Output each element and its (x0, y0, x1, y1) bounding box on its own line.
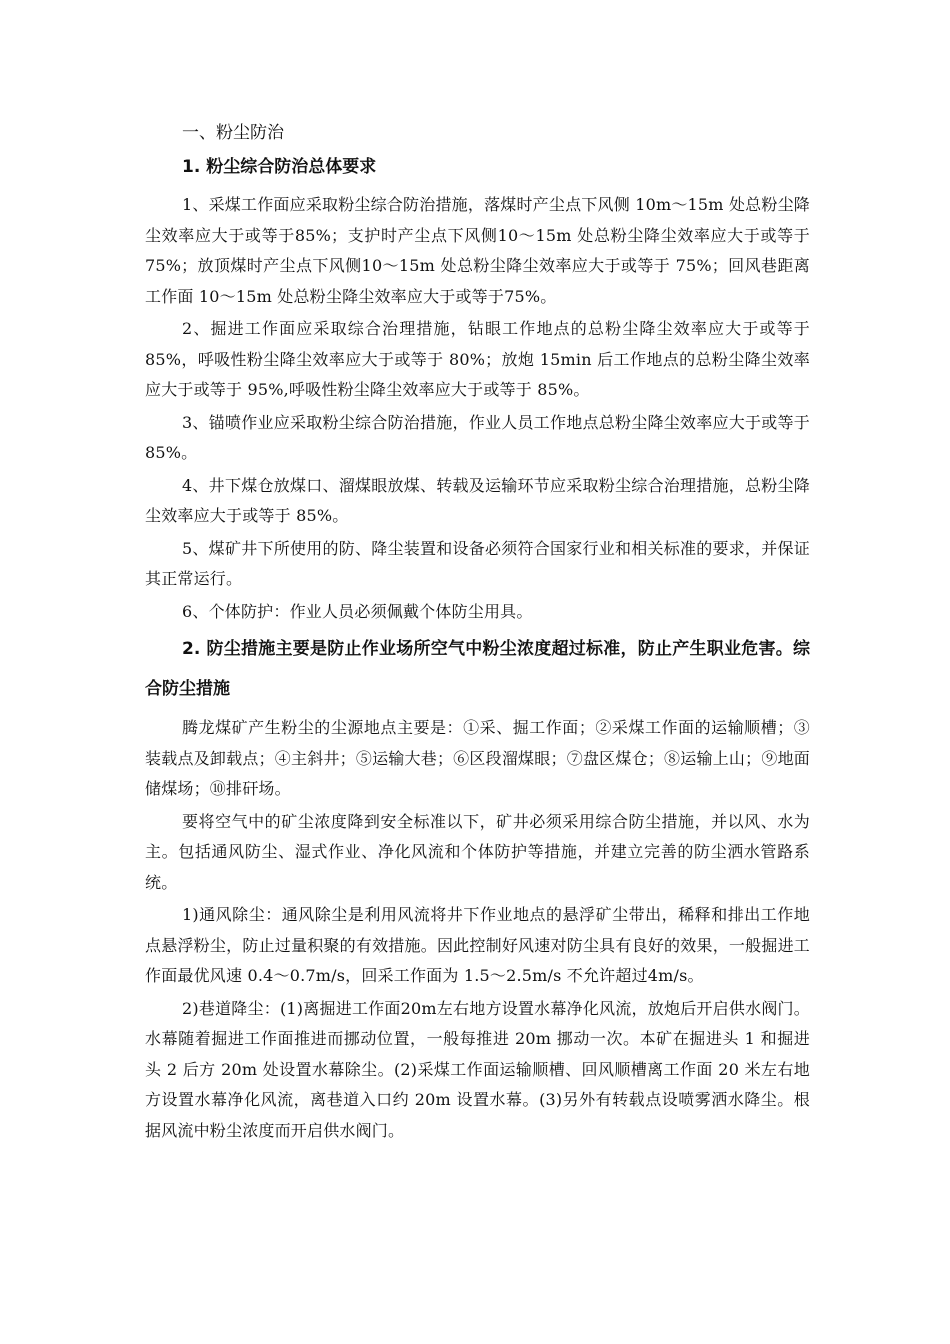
measure-paragraph-roadway: 2)巷道降尘：(1)离掘进工作面20m左右地方设置水幕净化风流，放炮后开启供水阀门。水幕随着掘进工作面推进而挪动位置，一般每推进 20m 挪动一次。本矿在掘进头 1 和掘进头 2 后方 20m 处设置水幕除尘。(2)采煤工作面运输顺槽、回风顺槽离工作面 20 米左右地方设置水幕净化风流，离巷道入口约 20m 设置水幕。(3)另外有转载点设喷雾洒水降尘。根据风流中粉尘浓度而开启供水阀门。 (145, 998, 810, 1140)
requirement-paragraph-3: 3、锚喷作业应采取粉尘综合防治措施，作业人员工作地点总粉尘降尘效率应大于或等于 85%。 (145, 412, 810, 462)
requirement-paragraph-5: 5、煤矿井下所使用的防、降尘装置和设备必须符合国家行业和相关标准的要求，并保证其正常运行。 (145, 538, 810, 588)
measure-paragraph-ventilation: 1)通风除尘：通风除尘是利用风流将井下作业地点的悬浮矿尘带出，稀释和排出工作地点悬浮粉尘，防止过量积聚的有效措施。因此控制好风速对防尘具有良好的效果，一般掘进工作面最优风速 0.4～0.7m/s，回采工作面为 1.5～2.5m/s 不允许超过4m/s。 (145, 905, 810, 985)
requirement-paragraph-6: 6、个体防护：作业人员必须佩戴个体防尘用具。 (182, 601, 533, 621)
requirement-paragraph-1: 1、采煤工作面应采取粉尘综合防治措施，落煤时产尘点下风侧 10m～15m 处总粉尘降尘效率应大于或等于85%；支护时产尘点下风侧10～15m 处总粉尘降尘效率应大于或等于75%；放顶煤时产尘点下风侧10～15m 处总粉尘降尘效率应大于或等于 75%；回风巷距离工作面 10～15m 处总粉尘降尘效率应大于或等于75%。 (145, 195, 810, 306)
section-heading-dust-control: 一、粉尘防治 (182, 123, 284, 143)
subheading-general-requirements: 1. 粉尘综合防治总体要求 (182, 157, 377, 177)
requirement-paragraph-4: 4、井下煤仓放煤口、溜煤眼放煤、转载及运输环节应采取粉尘综合治理措施，总粉尘降尘效率应大于或等于 85%。 (145, 475, 810, 525)
document-body (145, 118, 810, 1148)
subheading-dust-measures: 2. 防尘措施主要是防止作业场所空气中粉尘浓度超过标准，防止产生职业危害。综合防尘措施 (145, 639, 810, 699)
measure-paragraph-comprehensive: 要将空气中的矿尘浓度降到安全标准以下，矿井必须采用综合防尘措施，并以风、水为主。包括通风防尘、湿式作业、净化风流和个体防护等措施，并建立完善的防尘洒水管路系统。 (145, 811, 810, 892)
requirement-paragraph-2: 2、掘进工作面应采取综合治理措施，钻眼工作地点的总粉尘降尘效率应大于或等于 85%，呼吸性粉尘降尘效率应大于或等于 80%；放炮 15min 后工作地点的总粉尘降尘效率应大于或等于 95%,呼吸性粉尘降尘效率应大于或等于 85%。 (145, 319, 810, 399)
measure-paragraph-dust-sources: 腾龙煤矿产生粉尘的尘源地点主要是：①采、掘工作面；②采煤工作面的运输顺槽；③装载点及卸载点；④主斜井；⑤运输大巷；⑥区段溜煤眼；⑦盘区煤仓；⑧运输上山；⑨地面储煤场；⑩排矸场。 (145, 718, 810, 798)
